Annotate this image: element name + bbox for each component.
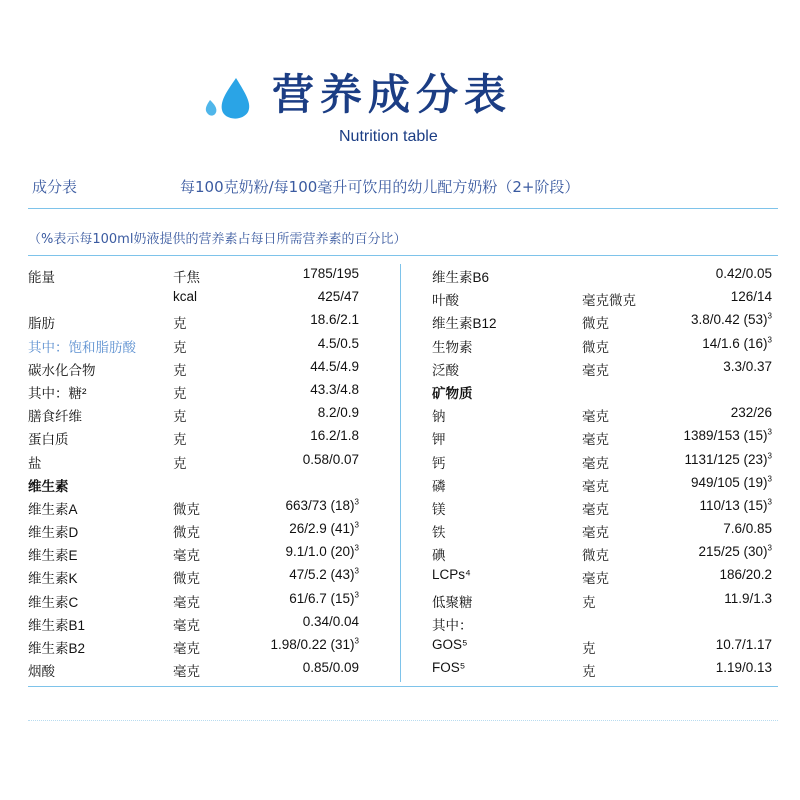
- basis-row: [0, 170, 800, 206]
- nutrient-value: [303, 266, 359, 281]
- nutrient-value: [723, 521, 772, 536]
- nutrient-unit: 微克: [582, 339, 609, 355]
- footnote-marker: 3: [767, 335, 772, 345]
- nutrient-value-text: 425/47: [317, 289, 359, 305]
- nutrient-value: [318, 405, 359, 420]
- nutrient-value-text: 663/73 (18): [285, 497, 355, 513]
- nutrient-value: [318, 289, 359, 304]
- nutrient-row: [432, 264, 772, 287]
- nutrient-row: [28, 519, 373, 542]
- nutrient-unit: 千焦: [173, 270, 200, 285]
- nutrient-row: [432, 380, 772, 403]
- nutrient-row: [432, 635, 772, 658]
- nutrient-unit: 毫克: [582, 525, 609, 541]
- nutrient-value-text: 9.1/1.0 (20): [285, 544, 355, 560]
- basis-label: 成分表: [32, 178, 78, 196]
- page-subtitle: Nutrition table: [339, 128, 438, 145]
- nutrient-row: [28, 426, 373, 449]
- nutrient-value: [691, 475, 772, 490]
- footnote-marker: 3: [354, 543, 359, 553]
- nutrient-value: [699, 498, 772, 513]
- nutrient-name: 铁: [432, 525, 446, 541]
- footnote-marker: 3: [767, 311, 772, 321]
- nutrient-value: [731, 289, 772, 304]
- nutrient-row: [432, 334, 772, 357]
- nutrient-unit: 毫克: [173, 548, 200, 564]
- nutrient-value: [270, 637, 359, 652]
- nutrient-name: 生物素: [432, 339, 473, 355]
- left-column: [28, 264, 373, 681]
- nutrient-row: [28, 334, 373, 357]
- nutrient-unit: 克: [582, 594, 596, 610]
- nutrient-row: [28, 357, 373, 380]
- nutrient-unit: 微克: [582, 548, 609, 564]
- footnote-marker: 3: [767, 497, 772, 507]
- nutrient-unit: 毫克: [173, 641, 200, 656]
- nutrient-unit: 毫克: [173, 664, 200, 680]
- nutrient-name: 矿物质: [432, 385, 473, 401]
- nutrient-name: 能量: [28, 270, 55, 285]
- nutrient-unit: 毫克: [173, 617, 200, 633]
- nutrient-name: 碳水化合物: [28, 362, 96, 378]
- footnote-marker: 3: [354, 590, 359, 600]
- nutrient-value-text: 3.3/0.37: [723, 358, 772, 374]
- nutrient-name: GOS⁵: [432, 637, 468, 652]
- basis-text: 每100克奶粉/每100毫升可饮用的幼儿配方奶粉（2+阶段）: [180, 178, 580, 196]
- nutrient-row: [28, 635, 373, 658]
- percent-note: （%表示每100ml奶液提供的营养素占每日所需营养素的百分比）: [28, 232, 407, 247]
- nutrient-name: FOS⁵: [432, 660, 466, 676]
- nutrient-value-text: 1.98/0.22 (31): [270, 637, 355, 652]
- nutrient-row: [432, 357, 772, 380]
- nutrient-unit: 克: [173, 409, 187, 425]
- footnote-marker: 3: [767, 474, 772, 484]
- nutrient-value: [683, 428, 772, 443]
- nutrient-unit: 毫克: [582, 455, 609, 471]
- nutrient-value: [289, 567, 359, 582]
- nutrient-name: 维生素E: [28, 548, 78, 564]
- nutrient-unit: kcal: [173, 289, 198, 305]
- nutrient-unit: 克: [173, 455, 187, 471]
- nutrient-name: 维生素C: [28, 594, 79, 610]
- nutrient-unit: 微克: [582, 316, 609, 332]
- nutrient-value: [285, 498, 359, 513]
- nutrient-value: [318, 336, 359, 351]
- nutrient-unit: 克: [582, 664, 596, 680]
- nutrient-value-text: 232/26: [730, 405, 772, 421]
- nutrient-value-text: 10.7/1.17: [715, 637, 772, 652]
- nutrient-row: [28, 287, 373, 310]
- nutrient-value: [286, 544, 360, 559]
- nutrient-unit: 克: [173, 339, 187, 355]
- nutrient-row: [28, 473, 373, 496]
- nutrient-value-text: 0.58/0.07: [302, 451, 359, 467]
- nutrient-value-text: 47/5.2 (43): [289, 567, 355, 583]
- nutrient-name: 维生素: [28, 478, 69, 494]
- nutrient-row: [432, 542, 772, 565]
- footnote-marker: 3: [354, 636, 359, 646]
- nutrient-row: [28, 496, 373, 519]
- nutrient-value: [310, 428, 359, 443]
- nutrient-row: [432, 403, 772, 426]
- nutrient-unit: 毫克: [582, 432, 609, 448]
- nutrient-value-text: 3.8/0.42 (53): [690, 312, 768, 328]
- nutrient-unit: 毫克: [173, 594, 200, 610]
- nutrient-value-text: 18.6/2.1: [310, 312, 359, 328]
- nutrient-value-text: 26/2.9 (41): [289, 521, 355, 537]
- nutrient-value-text: 949/105 (19): [690, 474, 768, 490]
- page-title: 营养成分表: [272, 70, 513, 119]
- nutrient-row: [432, 473, 772, 496]
- nutrient-row: [432, 658, 772, 681]
- nutrient-unit: 毫克: [582, 501, 609, 517]
- nutrient-unit: 微克: [173, 501, 200, 517]
- nutrient-value-text: 11.9/1.3: [724, 590, 772, 606]
- nutrient-value-text: 1131/125 (23): [684, 451, 768, 467]
- nutrient-name: 维生素K: [28, 571, 78, 587]
- nutrient-value: [310, 359, 359, 374]
- footnote-marker: 3: [354, 520, 359, 530]
- nutrient-value-text: 0.85/0.09: [302, 660, 359, 676]
- nutrient-unit: 克: [582, 641, 596, 656]
- footnote-marker: 3: [354, 566, 359, 576]
- nutrient-value-text: 16.2/1.8: [310, 428, 359, 444]
- nutrient-name: 膳食纤维: [28, 409, 82, 425]
- nutrient-name: 维生素B1: [28, 617, 86, 633]
- nutrient-unit: 毫克: [582, 478, 609, 494]
- nutrient-row: [28, 565, 373, 588]
- nutrient-name: 其中：糖²: [28, 385, 87, 401]
- nutrient-name: 烟酸: [28, 664, 55, 680]
- nutrient-name: 钙: [432, 455, 446, 471]
- nutrient-row: [432, 426, 772, 449]
- nutrient-name: 钠: [432, 409, 446, 425]
- nutrient-value: [698, 544, 772, 559]
- nutrient-value: [310, 382, 359, 397]
- nutrient-row: [432, 612, 772, 635]
- nutrient-value-text: 61/6.7 (15): [289, 590, 355, 606]
- nutrient-row: [28, 264, 373, 287]
- nutrient-row: [28, 380, 373, 403]
- nutrient-row: [28, 612, 373, 635]
- right-column: [432, 264, 772, 681]
- nutrient-row: [28, 542, 373, 565]
- nutrient-value: [303, 614, 359, 629]
- nutrient-unit: 微克: [173, 525, 200, 541]
- nutrient-name: 磷: [432, 478, 446, 494]
- nutrient-name: 蛋白质: [28, 432, 69, 448]
- nutrient-row: [432, 450, 772, 473]
- nutrient-row: [28, 310, 373, 333]
- nutrient-row: [28, 589, 373, 612]
- nutrient-value: [716, 266, 772, 281]
- divider-note: [28, 255, 778, 256]
- nutrient-value-text: 0.34/0.04: [302, 613, 359, 629]
- nutrient-value-text: 0.42/0.05: [715, 266, 772, 281]
- bottom-dotted-line: [28, 720, 778, 721]
- column-divider: [400, 264, 401, 682]
- nutrient-name: 其中：: [432, 617, 473, 633]
- nutrient-value-text: 4.5/0.5: [317, 335, 359, 351]
- nutrient-row: [432, 519, 772, 542]
- nutrient-value: [731, 405, 772, 420]
- nutrient-value-text: 1389/153 (15): [683, 428, 768, 444]
- nutrient-name: 盐: [28, 455, 42, 471]
- nutrient-unit: 克: [173, 316, 187, 332]
- nutrient-value-text: 1785/195: [302, 266, 359, 281]
- nutrient-unit: 克: [173, 385, 187, 401]
- nutrient-value: [289, 591, 359, 606]
- footnote-marker: 3: [767, 543, 772, 553]
- nutrient-value: [303, 660, 359, 675]
- footnote-marker: 3: [767, 451, 772, 460]
- nutrient-row: [28, 403, 373, 426]
- nutrient-name: 维生素B12: [432, 316, 497, 332]
- nutrient-name: LCPs⁴: [432, 567, 471, 583]
- nutrient-value: [289, 521, 359, 536]
- nutrient-unit: 微克: [173, 571, 200, 587]
- nutrient-unit: 毫克: [582, 571, 609, 587]
- nutrient-name: 维生素D: [28, 525, 79, 541]
- footnote-marker: 3: [767, 427, 772, 437]
- nutrient-value-text: 8.2/0.9: [317, 405, 359, 421]
- nutrient-unit: 毫克: [582, 362, 609, 378]
- nutrient-name: 钾: [432, 432, 446, 448]
- nutrient-value-text: 1.19/0.13: [715, 660, 772, 676]
- nutrient-name: 维生素A: [28, 501, 78, 517]
- nutrient-row: [432, 496, 772, 519]
- nutrient-value-text: 186/20.2: [719, 567, 772, 583]
- nutrient-value: [691, 312, 772, 327]
- nutrient-name: 维生素B2: [28, 641, 86, 656]
- nutrient-row: [432, 310, 772, 333]
- nutrient-value: [303, 452, 359, 467]
- nutrient-name: 镁: [432, 501, 446, 517]
- nutrient-value: [684, 452, 772, 467]
- nutrient-value-text: 44.5/4.9: [310, 358, 359, 374]
- nutrient-value: [724, 591, 772, 606]
- nutrient-name: 低聚糖: [432, 594, 473, 610]
- nutrient-name: 维生素B6: [432, 270, 490, 285]
- nutrient-value: [716, 660, 772, 675]
- nutrient-value: [723, 359, 772, 374]
- footnote-marker: 3: [354, 497, 359, 507]
- nutrient-value-text: 7.6/0.85: [723, 521, 772, 537]
- nutrient-value-text: 215/25 (30): [698, 544, 768, 560]
- nutrient-name: 碘: [432, 548, 446, 564]
- nutrient-name: 泛酸: [432, 362, 459, 378]
- nutrient-unit: 毫克: [582, 409, 609, 425]
- water-drop-icon: [200, 72, 260, 122]
- nutrient-name: 脂肪: [28, 316, 55, 332]
- nutrient-unit: 克: [173, 432, 187, 448]
- nutrient-row: [28, 450, 373, 473]
- nutrient-name: 其中：饱和脂肪酸: [28, 339, 136, 355]
- nutrient-row: [28, 658, 373, 681]
- nutrient-value-text: 126/14: [730, 289, 772, 305]
- nutrient-value-text: 110/13 (15): [699, 497, 768, 513]
- nutrient-unit: 克: [173, 362, 187, 378]
- nutrient-value: [310, 312, 359, 327]
- nutrient-value-text: 14/1.6 (16): [702, 335, 768, 351]
- header: [0, 0, 800, 160]
- nutrient-row: [432, 287, 772, 310]
- nutrient-row: [432, 589, 772, 612]
- nutrient-row: [432, 565, 772, 588]
- nutrient-name: 叶酸: [432, 293, 459, 309]
- divider-bottom: [28, 686, 778, 687]
- nutrient-value: [716, 637, 772, 652]
- nutrient-value-text: 43.3/4.8: [310, 381, 359, 397]
- nutrient-value: [702, 336, 772, 351]
- divider-top: [28, 208, 778, 209]
- nutrient-value: [719, 567, 772, 582]
- nutrient-unit: 毫克微克: [582, 293, 636, 309]
